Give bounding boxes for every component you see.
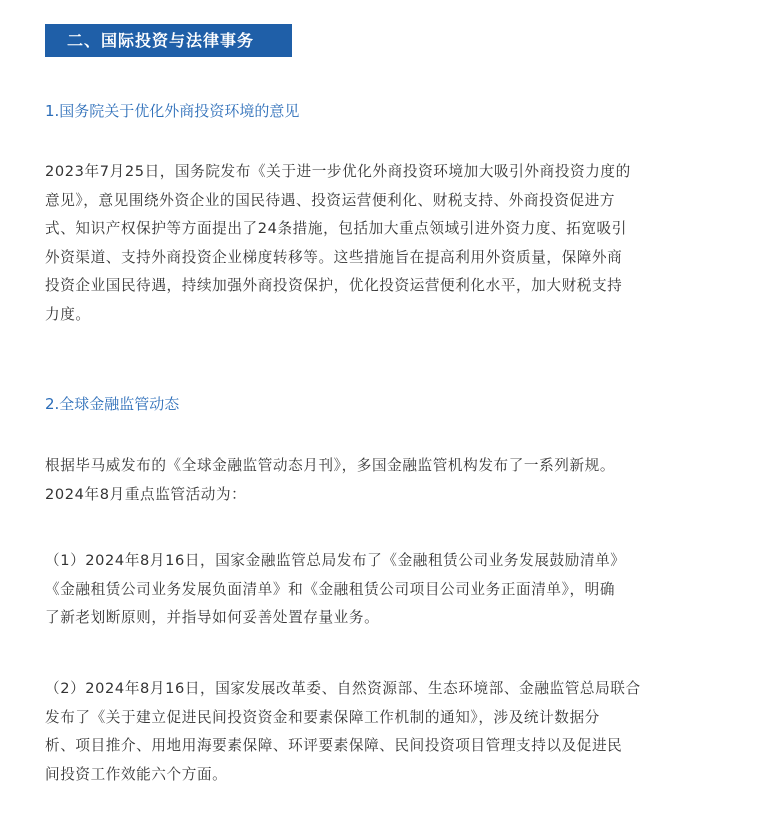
paragraph-line: 发布了《关于建立促进民间投资资金和要素保障工作机制的通知》，涉及统计数据分 <box>45 708 600 726</box>
subsection-2-item-2 <box>45 675 725 789</box>
paragraph-line: 根据毕马威发布的《全球金融监管动态月刊》，多国金融监管机构发布了一系列新规。 <box>45 457 616 474</box>
paragraph-line: （1）2024年8月16日，国家金融监管总局发布了《金融租赁公司业务发展鼓励清单》 <box>45 552 626 569</box>
subsection-1-heading: 1.国务院关于优化外商投资环境的意见 <box>45 102 300 120</box>
paragraph-line: 了新老划断原则，并指导如何妥善处置存量业务。 <box>45 609 380 626</box>
paragraph-line: 2024年8月重点监管活动为： <box>45 485 247 503</box>
section-title-banner: 二、国际投资与法律事务 <box>45 24 292 57</box>
paragraph-line: 外资渠道、支持外商投资企业梯度转移等。这些措施旨在提高利用外资质量，保障外商 <box>45 248 623 266</box>
paragraph-line: 投资企业国民待遇，持续加强外商投资保护，优化投资运营便利化水平，加大财税支持 <box>45 277 623 294</box>
paragraph-line: 间投资工作效能六个方面。 <box>45 765 228 783</box>
subsection-2-heading: 2.全球金融监管动态 <box>45 395 180 413</box>
paragraph-line: 析、项目推介、用地用海要素保障、环评要素保障、民间投资项目管理支持以及促进民 <box>45 737 623 754</box>
paragraph-line: 式、知识产权保护等方面提出了24条措施，包括加大重点领域引进外资力度、拓宽吸引 <box>45 220 627 237</box>
subsection-2-intro <box>45 452 725 509</box>
subsection-2-item-1 <box>45 547 725 633</box>
subsection-1-paragraph <box>45 158 725 329</box>
paragraph-line: 2023年7月25日，国务院发布《关于进一步优化外商投资环境加大吸引外商投资力度的 <box>45 163 631 180</box>
paragraph-line: 力度。 <box>45 305 91 323</box>
paragraph-line: （2）2024年8月16日，国家发展改革委、自然资源部、生态环境部、金融监管总局联合 <box>45 680 641 697</box>
paragraph-line: 意见》，意见围绕外资企业的国民待遇、投资运营便利化、财税支持、外商投资促进方 <box>45 191 616 209</box>
paragraph-line: 《金融租赁公司业务发展负面清单》和《金融租赁公司项目公司业务正面清单》，明确 <box>45 580 616 598</box>
